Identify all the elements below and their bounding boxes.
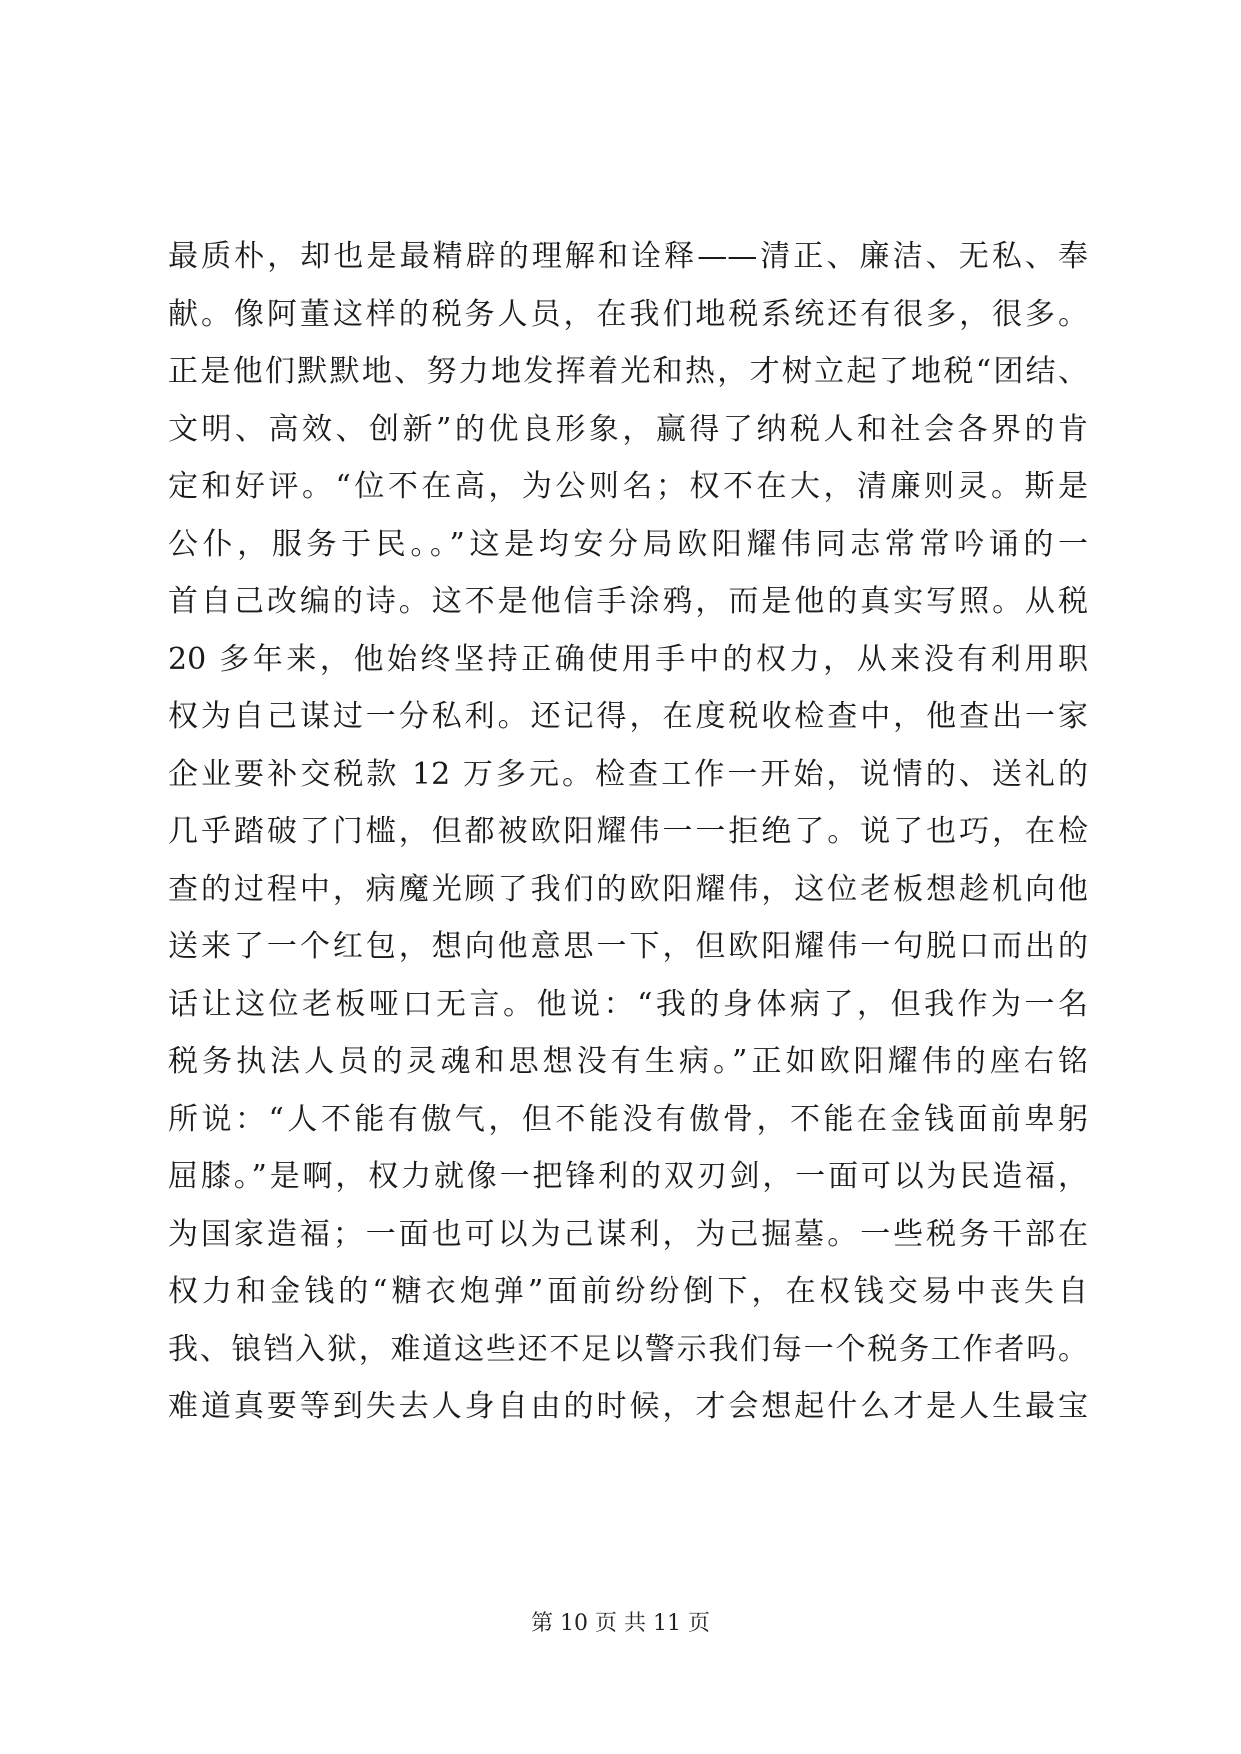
text-line: 正是他们默默地、努力地发挥着光和热，才树立起了地税“团结、: [168, 354, 1088, 389]
text-line: 权力和金钱的“糖衣炮弹”面前纷纷倒下，在权钱交易中丧失自: [168, 1274, 1088, 1309]
text-line: 我、锒铛入狱，难道这些还不足以警示我们每一个税务工作者吗。: [168, 1331, 1088, 1367]
text-line: 查的过程中，病魔光顾了我们的欧阳耀伟，这位老板想趁机向他: [168, 871, 1088, 907]
text-line: 几乎踏破了门槛，但都被欧阳耀伟一一拒绝了。说了也巧，在检: [168, 814, 1088, 849]
text-line: 定和好评。“位不在高，为公则名；权不在大，清廉则灵。斯是: [168, 469, 1088, 504]
text-line: 企业要补交税款 12 万多元。检查工作一开始，说情的、送礼的: [168, 756, 1088, 792]
text-line: 权为自己谋过一分私利。还记得，在度税收检查中，他查出一家: [168, 699, 1088, 734]
text-line: 文明、高效、创新”的优良形象，赢得了纳税人和社会各界的肯: [168, 411, 1088, 447]
text-line: 屈膝。”是啊，权力就像一把锋利的双刃剑，一面可以为民造福，: [168, 1159, 1088, 1194]
text-line: 20 多年来，他始终坚持正确使用手中的权力，从来没有利用职: [168, 641, 1088, 677]
page-footer: 第 10 页 共 11 页: [531, 1611, 710, 1636]
text-line: 首自己改编的诗。这不是他信手涂鸦，而是他的真实写照。从税: [168, 584, 1088, 619]
text-line: 税务执法人员的灵魂和思想没有生病。”正如欧阳耀伟的座右铭: [168, 1044, 1088, 1079]
text-line: 送来了一个红包，想向他意思一下，但欧阳耀伟一句脱口而出的: [168, 929, 1088, 964]
text-line: 公仆，服务于民。。”这是均安分局欧阳耀伟同志常常吟诵的一: [168, 526, 1088, 562]
body-text: [168, 228, 1088, 1436]
text-line: 为国家造福；一面也可以为己谋利，为己掘墓。一些税务干部在: [168, 1216, 1088, 1252]
text-line: 最质朴，却也是最精辟的理解和诠释——清正、廉洁、无私、奉: [168, 239, 1088, 274]
text-line: 难道真要等到失去人身自由的时候，才会想起什么才是人生最宝: [168, 1389, 1088, 1424]
text-line: 所说：“人不能有傲气，但不能没有傲骨，不能在金钱面前卑躬: [168, 1101, 1088, 1137]
text-line: 话让这位老板哑口无言。他说：“我的身体病了，但我作为一名: [168, 986, 1088, 1022]
text-line: 献。像阿董这样的税务人员，在我们地税系统还有很多，很多。: [168, 296, 1088, 332]
